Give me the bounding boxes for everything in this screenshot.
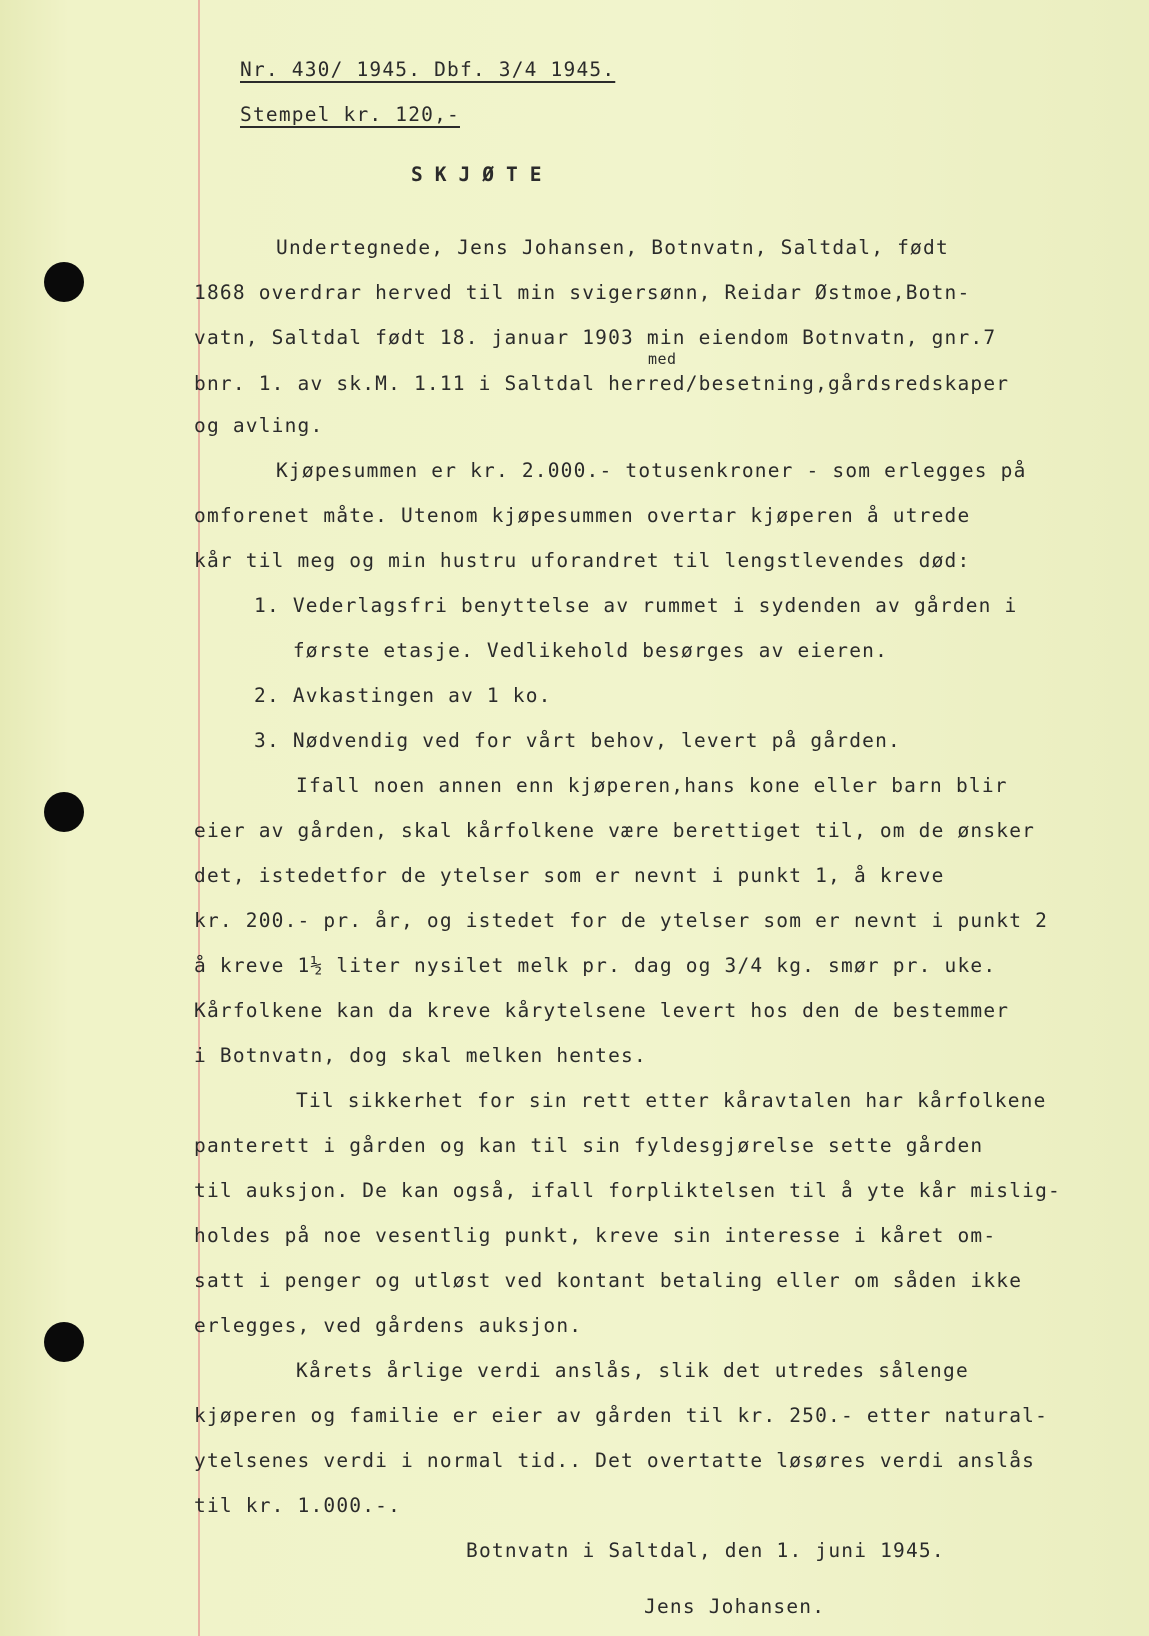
para1-line-5: og avling. [194,414,324,437]
item-1: 1. Vederlagsfri benyttelse av rummet i sydenden av gården i [254,594,1018,617]
para2-line-2: omforenet måte. Utenom kjøpesummen overtar kjøperen å utrede [194,504,971,527]
insert-med: med [648,350,677,368]
para3-line-3: det, istedetfor de ytelser som er nevnt i punkt 1, å kreve [194,864,945,887]
para5-line-4: til kr. 1.000.-. [194,1494,402,1517]
para4-line-2: panterett i gården og kan til sin fyldesgjørelse sette gården [194,1134,984,1157]
para4-line-6: erlegges, ved gårdens auksjon. [194,1314,583,1337]
para1-line-4: bnr. 1. av sk.M. 1.11 i Saltdal herred/besetning,gårdsredskaper [194,372,1010,395]
para3-line-2: eier av gården, skal kårfolkene være berettiget til, om de ønsker [194,819,1036,842]
para4-line-5: satt i penger og utløst ved kontant betaling eller om såden ikke [194,1269,1023,1292]
para2-line-3: kår til meg og min hustru uforandret til lengstlevendes død: [194,549,971,572]
document-title: SKJØTE [411,163,554,186]
para4-line-4: holdes på noe vesentlig punkt, kreve sin interesse i kåret om- [194,1224,997,1247]
signature: Jens Johansen. [644,1595,826,1618]
para1-line-3: vatn, Saltdal født 18. januar 1903 min eiendom Botnvatn, gnr.7 [194,326,997,349]
margin-line [198,0,200,1636]
item-2: 2. Avkastingen av 1 ko. [254,684,552,707]
punch-hole-1 [44,262,84,302]
para3-line-4: kr. 200.- pr. år, og istedet for de ytelser som er nevnt i punkt 2 [194,909,1049,932]
item-1-cont: første etasje. Vedlikehold besørges av eieren. [254,639,889,662]
para5-line-3: ytelsenes verdi i normal tid.. Det overtatte løsøres verdi anslås [194,1449,1036,1472]
punch-hole-2 [44,792,84,832]
para4-line-1: Til sikkerhet for sin rett etter kåravtalen har kårfolkene [296,1089,1047,1112]
place-date: Botnvatn i Saltdal, den 1. juni 1945. [466,1539,945,1562]
para5-line-1: Kårets årlige verdi anslås, slik det utredes sålenge [296,1359,969,1382]
header-line-1: Nr. 430/ 1945. Dbf. 3/4 1945. [240,58,616,81]
punch-hole-3 [44,1322,84,1362]
para4-line-3: til auksjon. De kan også, ifall forpliktelsen til å yte kår mislig- [194,1179,1061,1202]
para3-line-6: Kårfolkene kan da kreve kårytelsene levert hos den de bestemmer [194,999,1010,1022]
para1-line-2: 1868 overdrar herved til min svigersønn, Reidar Østmoe,Botn- [194,281,971,304]
para5-line-2: kjøperen og familie er eier av gården til kr. 250.- etter natural- [194,1404,1049,1427]
para3-line-5: å kreve 1½ liter nysilet melk pr. dag og 3/4 kg. smør pr. uke. [194,954,997,977]
para3-line-7: i Botnvatn, dog skal melken hentes. [194,1044,647,1067]
item-3: 3. Nødvendig ved for vårt behov, levert på gården. [254,729,901,752]
para2-line-1: Kjøpesummen er kr. 2.000.- totusenkroner - som erlegges på [276,459,1027,482]
para1-line-1: Undertegnede, Jens Johansen, Botnvatn, Saltdal, født [276,236,949,259]
header-line-2: Stempel kr. 120,- [240,103,460,126]
para3-line-1: Ifall noen annen enn kjøperen,hans kone eller barn blir [296,774,1008,797]
